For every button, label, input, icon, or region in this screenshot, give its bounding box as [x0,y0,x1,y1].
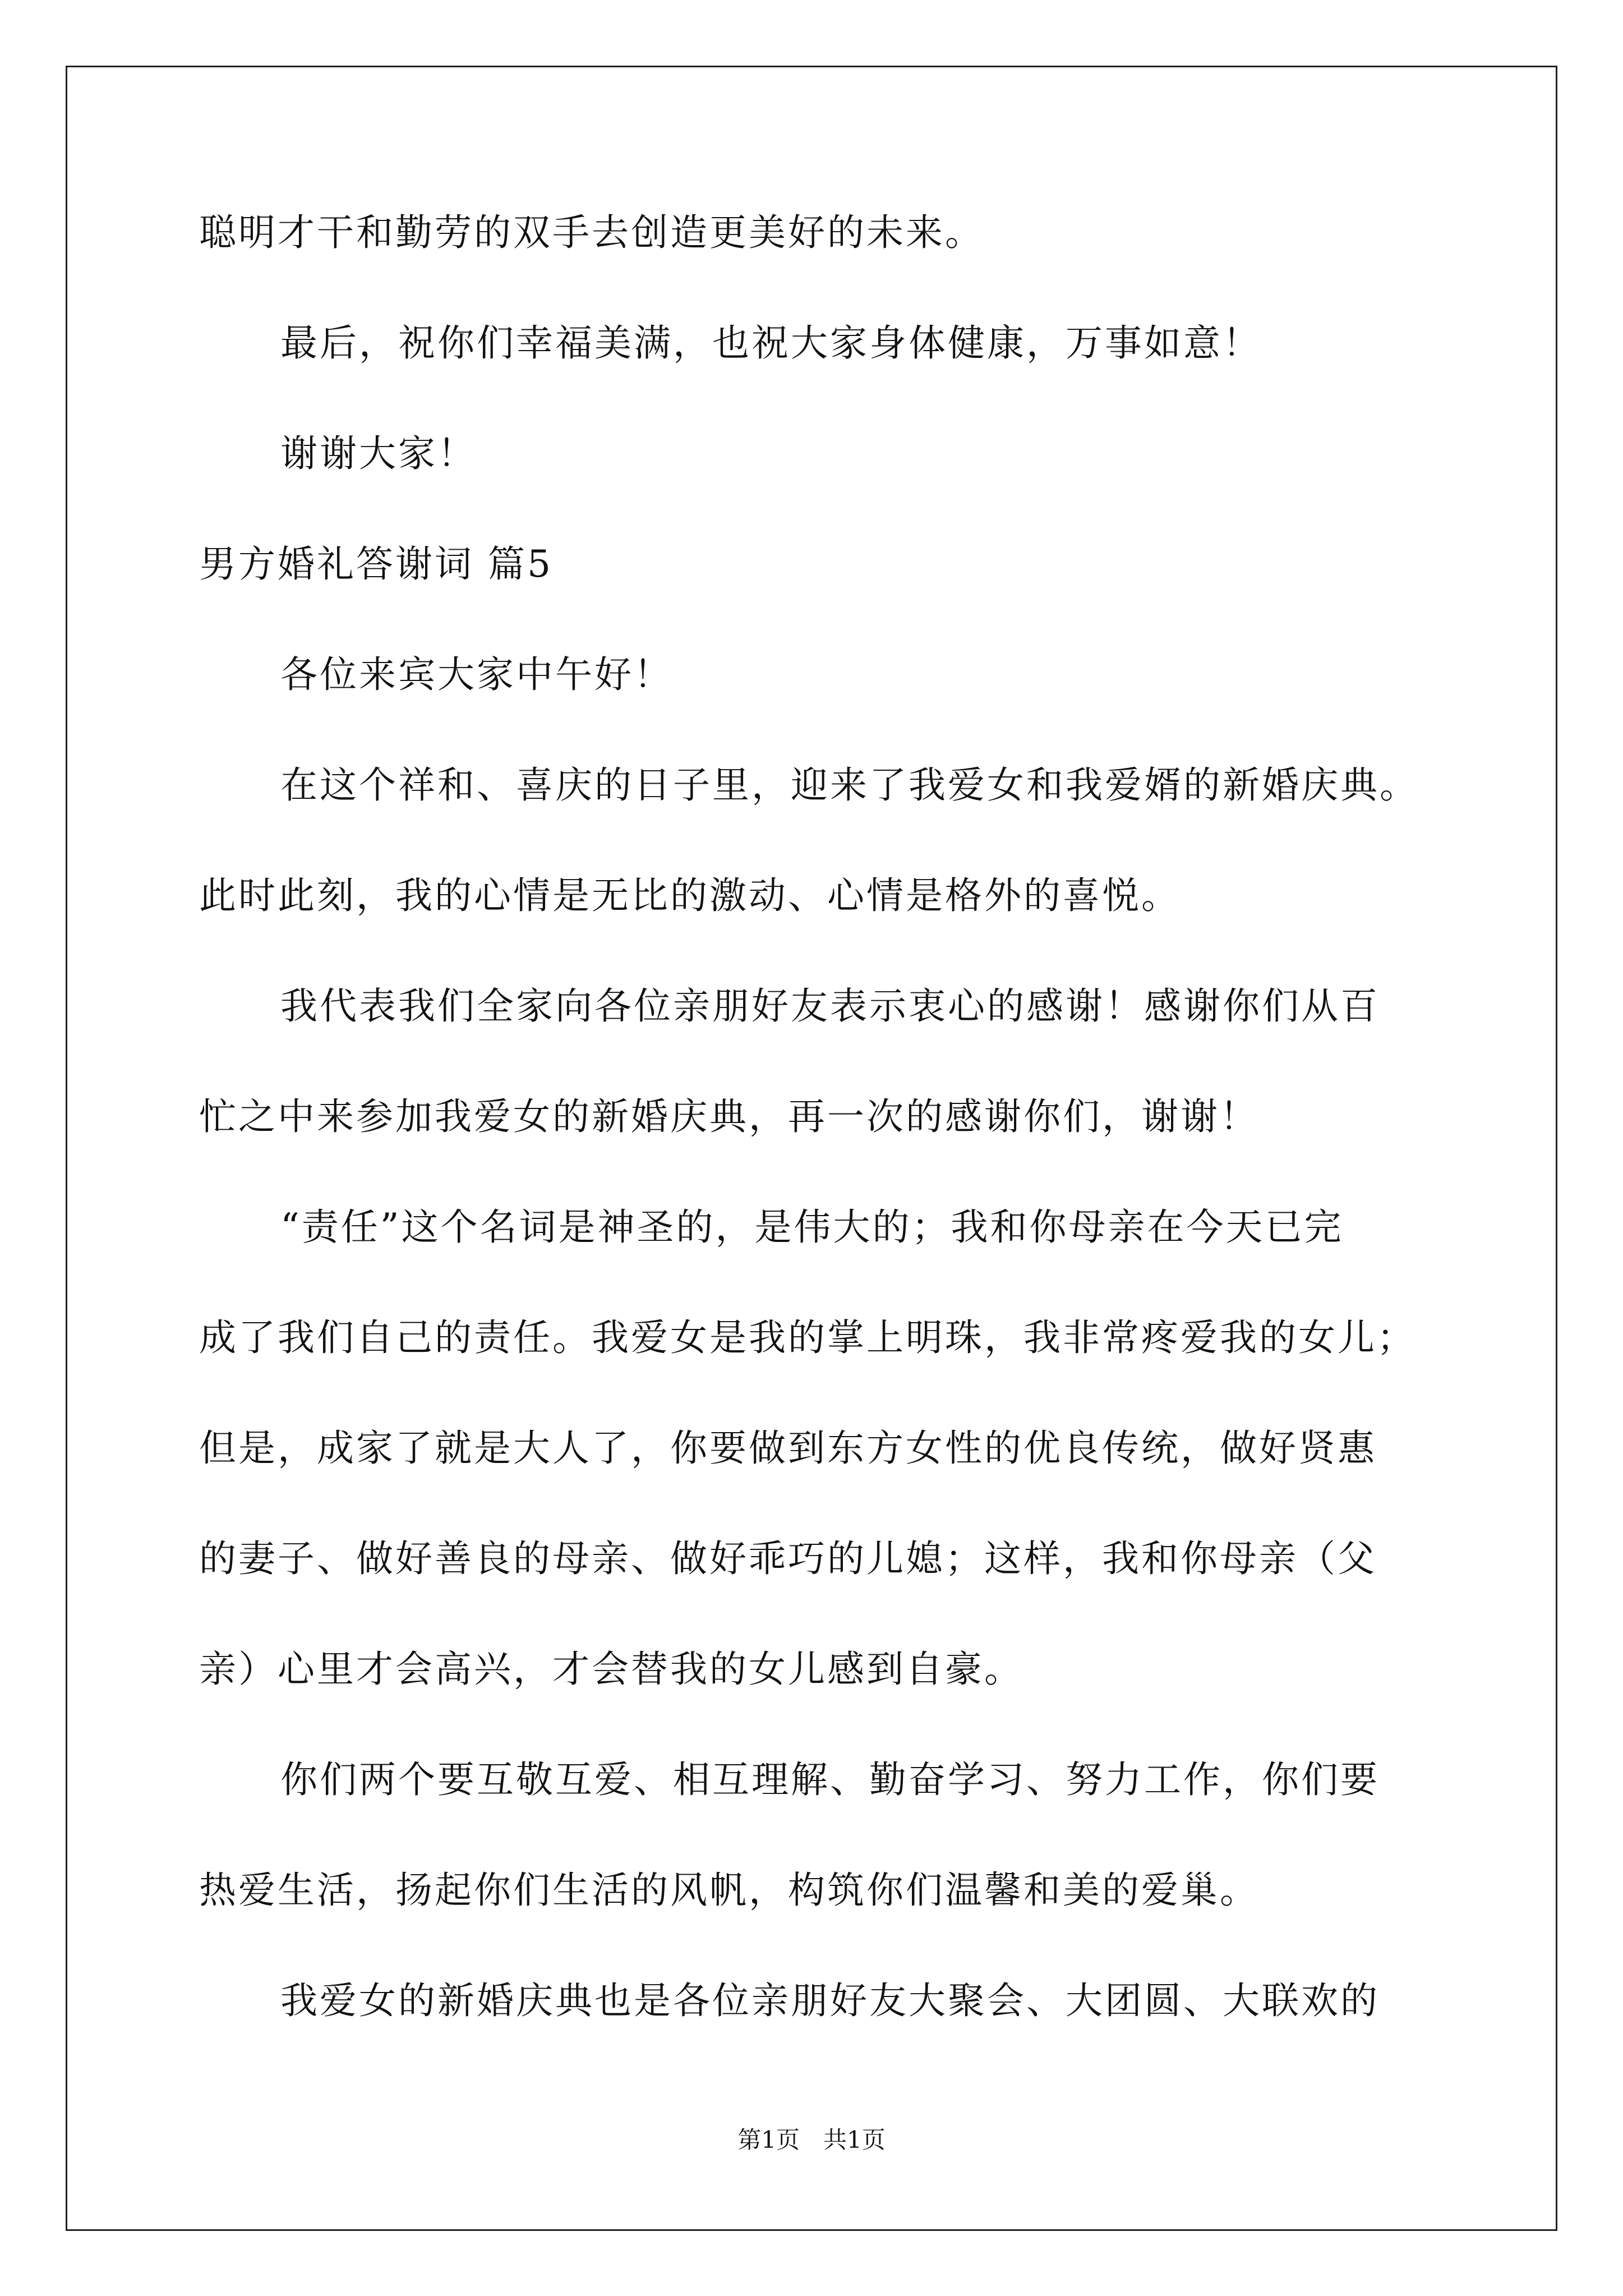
text-line: 我代表我们全家向各位亲朋好友表示衷心的感谢！感谢你们从百 [280,984,1380,1028]
text-line: 但是，成家了就是大人了，你要做到东方女性的优良传统，做好贤惠 [199,1427,1377,1470]
text-line: “责任”这个名词是神圣的，是伟大的；我和你母亲在今天已完 [280,1205,1344,1249]
text-line: 我爱女的新婚庆典也是各位亲朋好友大聚会、大团圆、大联欢的 [280,1979,1380,2022]
text-line: 热爱生活，扬起你们生活的风帆，构筑你们温馨和美的爱巢。 [199,1869,1259,1912]
text-line: 的妻子、做好善良的母亲、做好乖巧的儿媳；这样，我和你母亲（父 [199,1537,1377,1580]
text-line: 谢谢大家！ [280,432,477,475]
text-line: 聪明才干和勤劳的双手去创造更美好的未来。 [199,211,984,254]
text-line: 亲）心里才会高兴，才会替我的女儿感到自豪。 [199,1648,1023,1691]
text-line: 成了我们自己的责任。我爱女是我的掌上明珠，我非常疼爱我的女儿； [199,1316,1416,1359]
section-heading: 男方婚礼答谢词 篇5 [199,542,553,586]
page-footer: 第1页 共1页 [737,2126,886,2154]
text-line: 在这个祥和、喜庆的日子里，迎来了我爱女和我爱婿的新婚庆典。 [280,763,1419,807]
text-line: 各位来宾大家中午好！ [280,653,673,696]
text-line: 最后，祝你们幸福美满，也祝大家身体健康，万事如意！ [280,321,1262,365]
text-line: 此时此刻，我的心情是无比的激动、心情是格外的喜悦。 [199,874,1181,917]
text-line: 你们两个要互敬互爱、相互理解、勤奋学习、努力工作，你们要 [280,1758,1380,1801]
text-line: 忙之中来参加我爱女的新婚庆典，再一次的感谢你们，谢谢！ [199,1095,1259,1138]
